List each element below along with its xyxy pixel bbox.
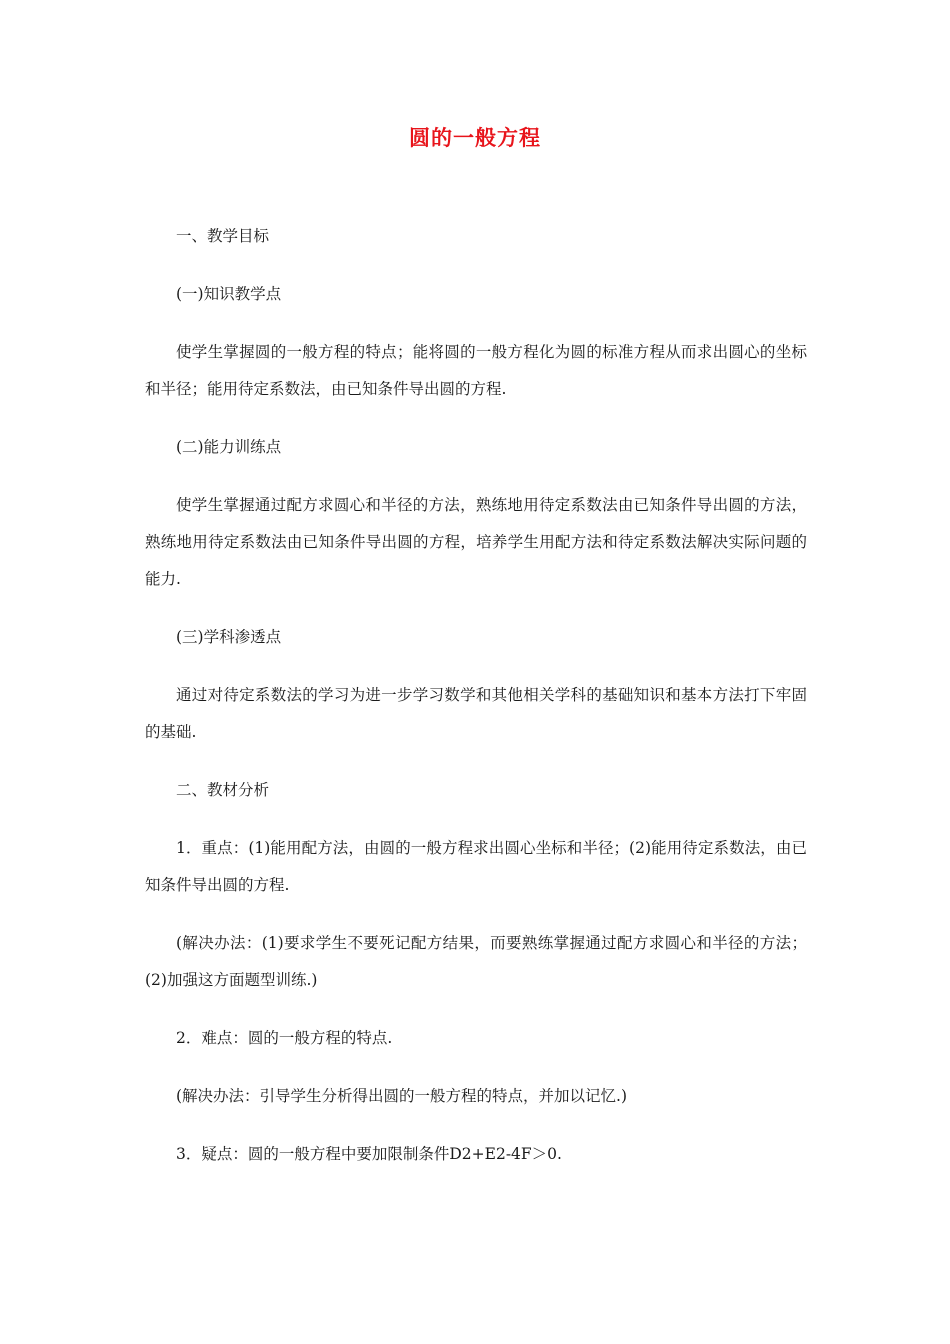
paragraph-ability: 使学生掌握通过配方求圆心和半径的方法，熟练地用待定系数法由已知条件导出圆的方法，熟练地用待定系数法由已知条件导出圆的方程，培养学生用配方法和待定系数法解决实际问题的能力. [145, 496, 807, 588]
document-title: 圆的一般方程 [409, 126, 541, 150]
paragraph-difficulty-solution: (解决办法：引导学生分析得出圆的一般方程的特点，并加以记忆.) [176, 1087, 628, 1105]
subheading-knowledge-points: (一)知识教学点 [176, 285, 282, 303]
subheading-ability-points: (二)能力训练点 [176, 438, 282, 456]
paragraph-knowledge: 使学生掌握圆的一般方程的特点；能将圆的一般方程化为圆的标准方程从而求出圆心的坐标和半径；能用待定系数法，由已知条件导出圆的方程. [145, 343, 807, 398]
subheading-subject-points: (三)学科渗透点 [176, 628, 282, 646]
paragraph-key-solution: (解决办法：(1)要求学生不要死记配方结果，而要熟练掌握通过配方求圆心和半径的方法；(2)加强这方面题型训练.) [145, 934, 807, 989]
paragraph-doubt: 3．疑点：圆的一般方程中要加限制条件D2+E2-4F＞0. [176, 1145, 562, 1163]
document-body [145, 218, 807, 1194]
paragraph-key-point: 1．重点：(1)能用配方法，由圆的一般方程求出圆心坐标和半径；(2)能用待定系数法，由已知条件导出圆的方程. [145, 839, 807, 894]
section-heading-teaching-goals: 一、教学目标 [176, 227, 270, 245]
paragraph-subject: 通过对待定系数法的学习为进一步学习数学和其他相关学科的基础知识和基本方法打下牢固的基础. [145, 686, 807, 741]
section-heading-material-analysis: 二、教材分析 [176, 781, 270, 799]
paragraph-difficulty: 2．难点：圆的一般方程的特点. [176, 1029, 393, 1047]
